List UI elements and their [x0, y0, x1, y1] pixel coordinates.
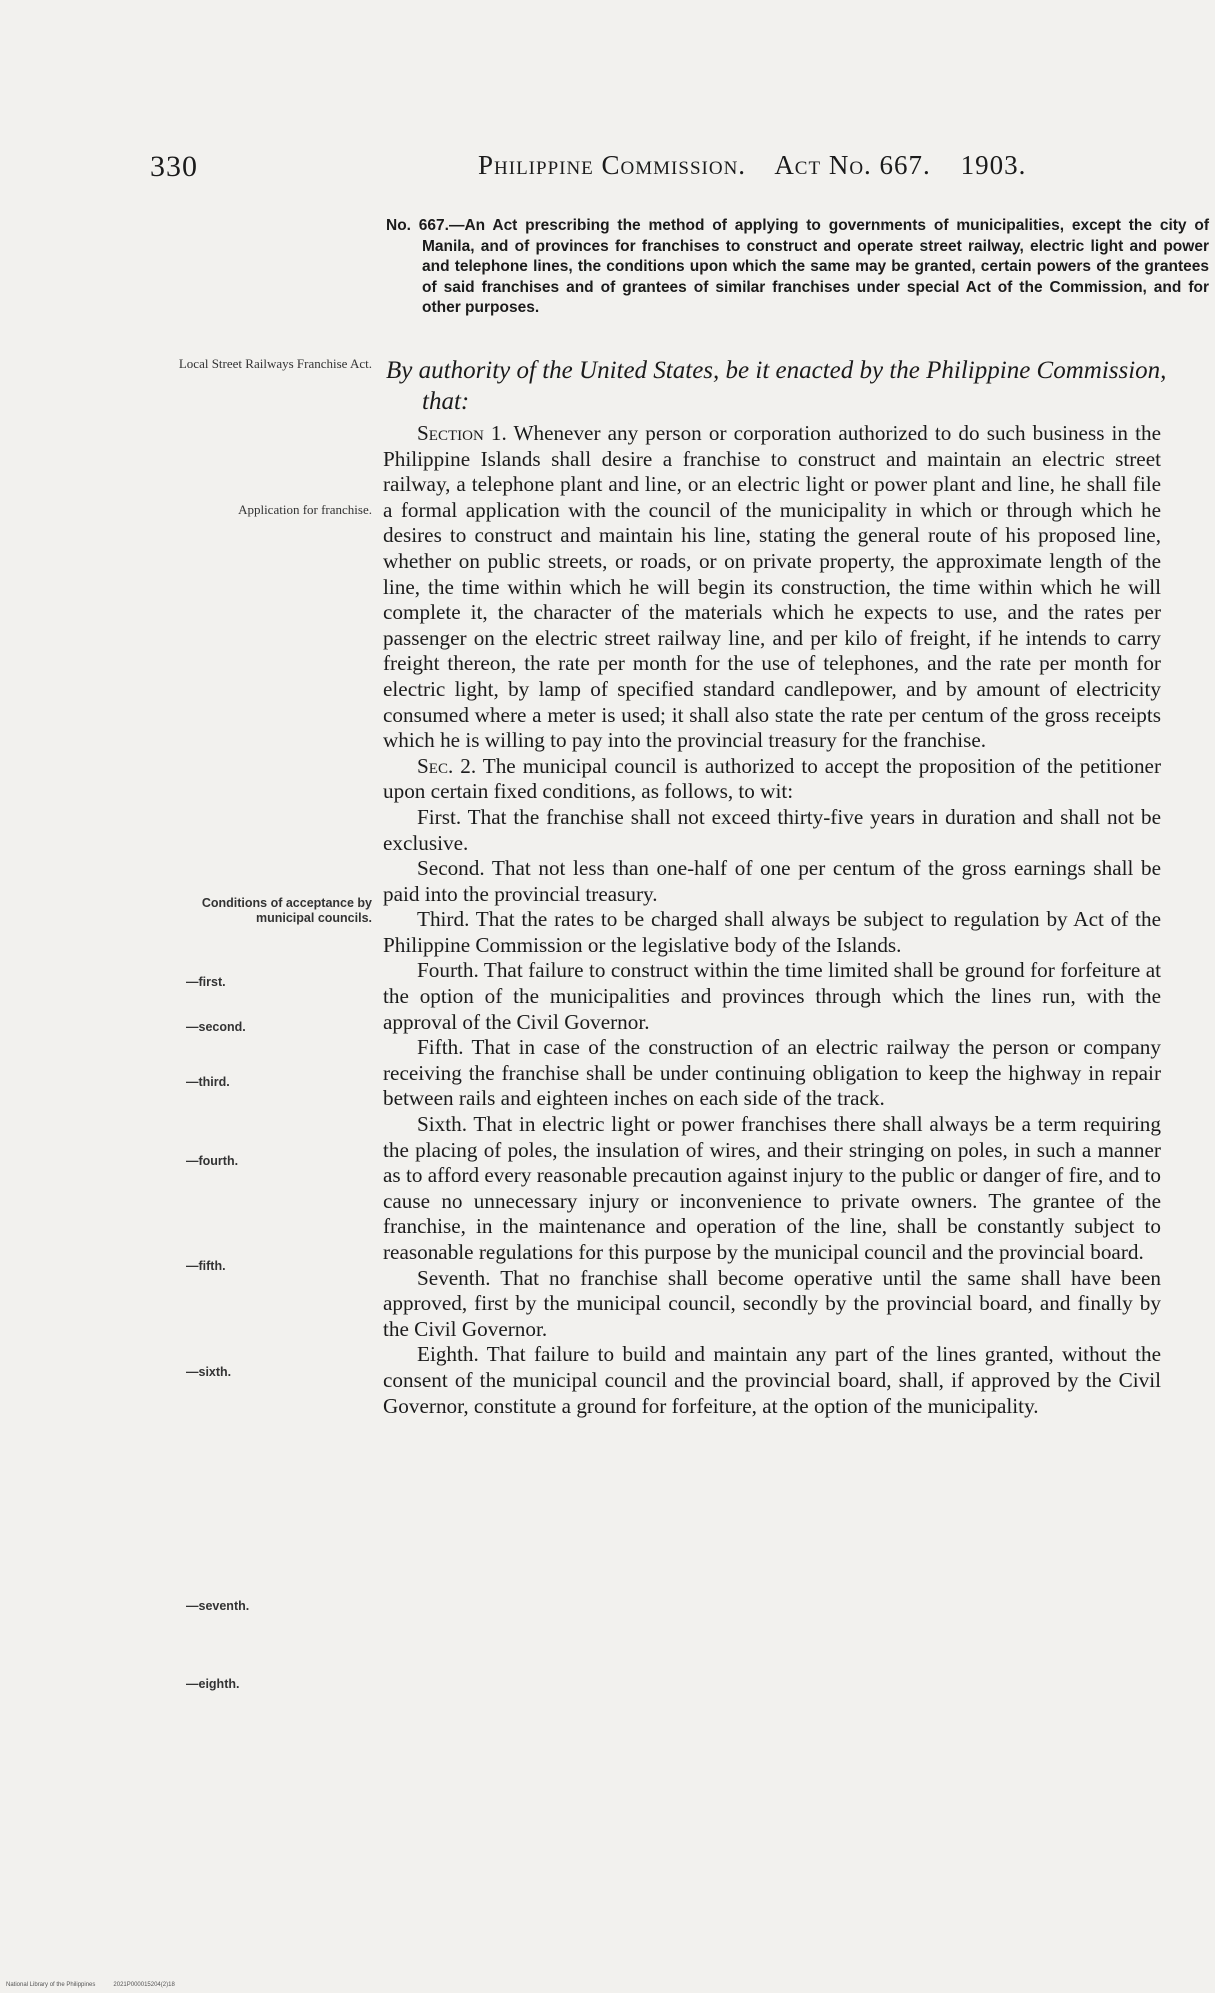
margin-note-second: —second.: [186, 1020, 246, 1034]
condition-fifth: Fifth. That in case of the construction of an electric railway the person or company receiving the franchise shall be under continuing obligation to keep the highway in repair between rails and eighteen inches on each side of the track.: [383, 1035, 1161, 1111]
act-number: Act No. 667.: [774, 150, 931, 180]
condition-second: Second. That not less than one-half of one per centum of the gross earnings shall be paid into the provincial treasury.: [383, 856, 1161, 906]
margin-note-conditions: Conditions of acceptance by municipal councils.: [201, 896, 372, 925]
margin-note-first: —first.: [186, 975, 226, 989]
scan-footer: [6, 1982, 175, 1988]
act-year: 1903.: [960, 150, 1027, 180]
condition-eighth: Eighth. That failure to build and maintain any part of the lines granted, without the consent of the municipal council and the provincial board, shall, if approved by the Civil Governor, constitute a ground for forfeiture, at the option of the municipality.: [383, 1342, 1161, 1418]
body-text: [383, 421, 1161, 1419]
page-number: 330: [150, 150, 198, 183]
condition-third: Third. That the rates to be charged shall always be subject to regulation by Act of the Philippine Commission or the legislative body of the Islands.: [383, 907, 1161, 957]
condition-first: First. That the franchise shall not exceed thirty-five years in duration and shall not be exclusive.: [383, 804, 1161, 855]
condition-sixth: Sixth. That in electric light or power franchises there shall always be a term requiring the placing of poles, the insulation of wires, and their stringing on poles, in such a manner as to afford every reasonable precaution against injury to the public or danger of fire, and to cause no unnecessary injury or inconvenience to private owners. The grantee of the franchise, in the maintenance and operation of the line, shall be constantly subject to reasonable regulations for this purpose by the municipal council and the provincial board.: [383, 1112, 1161, 1264]
section-2-text: The municipal council is authorized to accept the proposition of the petitioner upon certain fixed conditions, as follows, to wit:: [383, 753, 1162, 804]
section-1: [383, 421, 1161, 754]
margin-note-eighth: —eighth.: [186, 1677, 240, 1691]
footer-id: 2021P000015204(2)18: [113, 1982, 175, 1988]
section-1-label: Section 1.: [417, 421, 507, 445]
margin-note-seventh: —seventh.: [186, 1599, 250, 1613]
margin-note-title: Local Street Railways Franchise Act.: [178, 356, 372, 371]
publication-title: Philippine Commission.: [478, 150, 747, 180]
section-2: [383, 754, 1161, 805]
margin-note-fifth: —fifth.: [186, 1259, 226, 1273]
footer-credit: National Library of the Philippines: [6, 1982, 96, 1988]
margin-note-fourth: —fourth.: [186, 1154, 239, 1168]
margin-note-application: Application for franchise.: [238, 502, 372, 517]
running-head: [478, 150, 1048, 181]
enacting-clause: By authority of the United States, be it enacted by the Philippine Commission, that:: [386, 357, 1167, 415]
section-2-label: Sec. 2.: [417, 753, 477, 778]
margin-note-third: —third.: [186, 1075, 230, 1089]
condition-fourth: Fourth. That failure to construct within the time limited shall be ground for forfeiture at the option of the municipalities and provinces through which the lines run, with the approval of the Civil Governor.: [383, 958, 1161, 1034]
margin-note-sixth: —sixth.: [186, 1365, 232, 1379]
condition-seventh: Seventh. That no franchise shall become operative until the same shall have been approved, first by the municipal council, secondly by the provincial board, and finally by the Civil Governor.: [383, 1265, 1161, 1341]
act-heading: No. 667.—An Act prescribing the method of applying to governments of municipalities, except the city of Manila, and of provinces for franchises to construct and operate street railway, electric light and power and telephone lines, the conditions upon which the same may be granted, certain powers of the grantees of said franchises and of grantees of similar franchises under special Act of the Commission, and for other purposes.: [386, 217, 1209, 316]
section-1-text: Whenever any person or corporation authorized to do such business in the Philippine Islands shall desire a franchise to construct and maintain an electric street railway, a telephone plant and line, or an electric light or power plant and line, he shall file a formal application with the council of the municipality in which or through which he desires to construct and maintain his line, stating the general route of his proposed line, whether on public streets, or roads, or on private property, the approximate length of the line, the time within which he will begin its construction, the time within which he will complete it, the character of the materials which he expects to use, and the rates per passenger on the electric street railway line, and per kilo of freight, if he intends to carry freight thereon, the rate per month for the use of telephones, and the rate per month for electric light, by lamp of specified standard candlepower, and by amount of electricity consumed where a meter is used; it shall also state the rate per centum of the gross receipts which he is willing to pay into the provincial treasury for the franchise.: [383, 421, 1161, 753]
